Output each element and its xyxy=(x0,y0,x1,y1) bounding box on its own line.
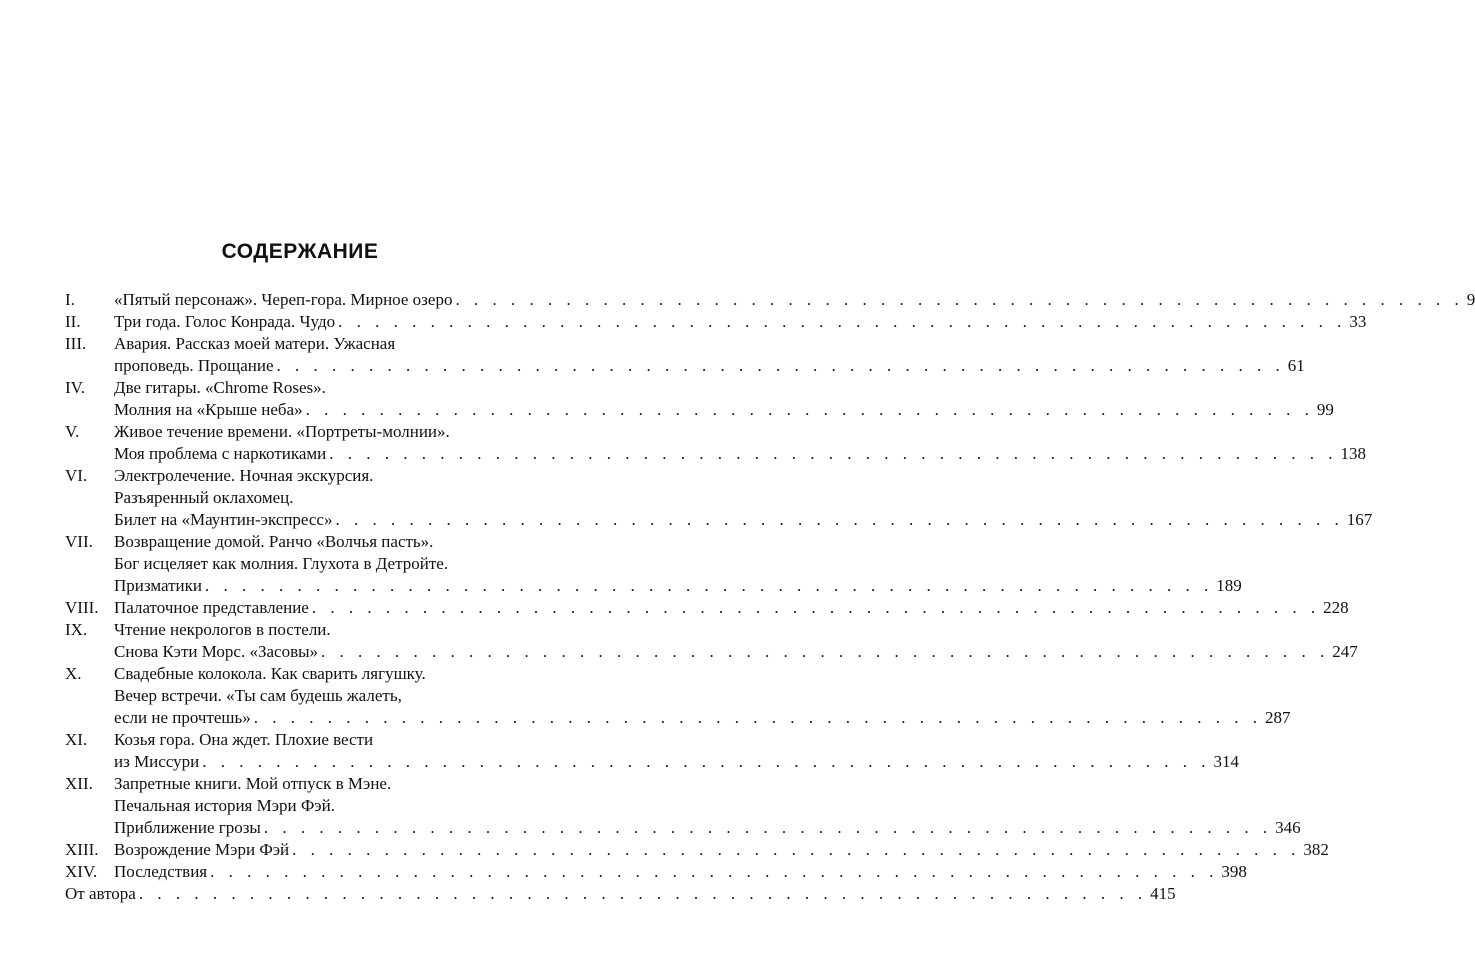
chapter-title-leader xyxy=(114,751,1239,773)
chapter-title-line: Электролечение. Ночная экскурсия. xyxy=(114,466,374,485)
toc-entry-line xyxy=(65,333,512,355)
chapter-number: VI. xyxy=(65,466,88,485)
chapter-title: Возрождение Мэри Фэй xyxy=(114,840,290,859)
chapter-title-line: Печальная история Мэри Фэй. xyxy=(114,796,335,815)
toc-entry xyxy=(65,751,1239,773)
dot-leader: . . . . . . . . . . . . . . . . . . . . . . . . . . . . . . . . . . . . . . . . . . . . . . . . . . . . . . . xyxy=(204,576,1214,595)
chapter-title-leader xyxy=(114,355,1305,377)
toc-entry-line xyxy=(65,553,512,575)
toc-entry-author xyxy=(65,883,1176,905)
toc-entry xyxy=(65,399,1334,421)
chapter-title: Молния на «Крыше неба» xyxy=(114,400,303,419)
dot-leader: . . . . . . . . . . . . . . . . . . . . . . . . . . . . . . . . . . . . . . . . . . . . . . . . . . . . . . . xyxy=(138,884,1148,903)
dot-leader: . . . . . . . . . . . . . . . . . . . . . . . . . . . . . . . . . . . . . . . . . . . . . . . . . . . . . . . xyxy=(455,290,1464,309)
chapter-title-line: Две гитары. «Chrome Roses». xyxy=(114,378,326,397)
page-number: 382 xyxy=(1303,840,1329,859)
toc-entry xyxy=(65,707,1291,729)
author-title: От автора xyxy=(65,884,136,903)
chapter-title: Снова Кэти Морс. «Засовы» xyxy=(114,642,319,661)
page-number: 99 xyxy=(1316,400,1334,419)
page-number: 33 xyxy=(1349,312,1367,331)
chapter-title-line: Свадебные колокола. Как сварить лягушку. xyxy=(114,664,426,683)
toc-entry xyxy=(65,817,1301,839)
toc-entry xyxy=(65,641,1358,663)
chapter-number: V. xyxy=(65,422,80,441)
toc-entry xyxy=(65,839,1329,861)
dot-leader: . . . . . . . . . . . . . . . . . . . . . . . . . . . . . . . . . . . . . . . . . . . . . . . . . . . . . . . xyxy=(311,598,1321,617)
table-of-contents xyxy=(65,289,1475,905)
toc-entry-line xyxy=(65,795,512,817)
toc-entry-line xyxy=(65,619,512,641)
chapter-title: проповедь. Прощание xyxy=(114,356,274,375)
chapter-number: IV. xyxy=(65,378,85,397)
toc-entry-line xyxy=(65,421,512,443)
chapter-number: XIII. xyxy=(65,840,99,859)
chapter-number: I. xyxy=(65,290,75,309)
chapter-number: X. xyxy=(65,664,82,683)
toc-entry-line xyxy=(65,773,512,795)
chapter-title-leader xyxy=(114,861,1247,883)
chapter-title: Палаточное представление xyxy=(114,598,309,617)
chapter-number: II. xyxy=(65,312,81,331)
page-number: 138 xyxy=(1340,444,1367,463)
page-number: 189 xyxy=(1216,576,1242,595)
chapter-title-line: Вечер встречи. «Ты сам будешь жалеть, xyxy=(114,686,402,705)
page-number: 314 xyxy=(1213,752,1239,771)
toc-entry-line xyxy=(65,465,512,487)
toc-entry-line xyxy=(65,377,512,399)
page-title: СОДЕРЖАНИЕ xyxy=(221,240,379,263)
dot-leader: . . . . . . . . . . . . . . . . . . . . . . . . . . . . . . . . . . . . . . . . . . . . . . . . . . . . . . . xyxy=(263,818,1273,837)
toc-entry xyxy=(65,861,1247,883)
dot-leader: . . . . . . . . . . . . . . . . . . . . . . . . . . . . . . . . . . . . . . . . . . . . . . . . . . . . . . . xyxy=(305,400,1314,419)
chapter-title: если не прочтешь» xyxy=(114,708,251,727)
chapter-title: Последствия xyxy=(114,862,208,881)
toc-entry xyxy=(65,289,1475,311)
dot-leader: . . . . . . . . . . . . . . . . . . . . . . . . . . . . . . . . . . . . . . . . . . . . . . . . . . . . . . . xyxy=(292,840,1301,859)
chapter-number: III. xyxy=(65,334,87,353)
chapter-title-line: Запретные книги. Мой отпуск в Мэне. xyxy=(114,774,392,793)
chapter-title: из Миссури xyxy=(114,752,200,771)
toc-entry-line xyxy=(65,729,512,751)
toc-entry xyxy=(65,509,1373,531)
chapter-title-line: Козья гора. Она ждет. Плохие вести xyxy=(114,730,374,749)
chapter-title-line: Чтение некрологов в постели. xyxy=(114,620,331,639)
chapter-title-line: Живое течение времени. «Портреты-молнии». xyxy=(114,422,450,441)
chapter-title-line: Возвращение домой. Ранчо «Волчья пасть». xyxy=(114,532,434,551)
author-leader xyxy=(65,883,1176,905)
toc-entry-line xyxy=(65,685,512,707)
dot-leader: . . . . . . . . . . . . . . . . . . . . . . . . . . . . . . . . . . . . . . . . . . . . . . . . . . . . . . . xyxy=(276,356,1285,375)
toc-entry-line xyxy=(65,487,512,509)
chapter-title: Три года. Голос Конрада. Чудо xyxy=(114,312,336,331)
dot-leader: . . . . . . . . . . . . . . . . . . . . . . . . . . . . . . . . . . . . . . . . . . . . . . . . . . . . . . . xyxy=(210,862,1219,881)
chapter-number: XII. xyxy=(65,774,93,793)
chapter-title: Призматики xyxy=(114,576,202,595)
page-number: 346 xyxy=(1275,818,1301,837)
page-number: 228 xyxy=(1323,598,1349,617)
toc-entry xyxy=(65,597,1349,619)
toc-entry xyxy=(65,311,1367,333)
chapter-title-leader xyxy=(114,817,1301,839)
chapter-title-leader xyxy=(114,707,1291,729)
dot-leader: . . . . . . . . . . . . . . . . . . . . . . . . . . . . . . . . . . . . . . . . . . . . . . . . . . . . . . . xyxy=(329,444,1338,463)
chapter-title-line: Бог исцеляет как молния. Глухота в Детройте. xyxy=(114,554,449,573)
chapter-title-leader xyxy=(114,311,1367,333)
chapter-number: XIV. xyxy=(65,862,98,881)
toc-entry xyxy=(65,575,1242,597)
chapter-title-leader xyxy=(114,597,1349,619)
chapter-title-line: Разъяренный оклахомец. xyxy=(114,488,294,507)
page-number: 61 xyxy=(1287,356,1305,375)
chapter-number: IX. xyxy=(65,620,88,639)
page-number: 415 xyxy=(1150,884,1176,903)
chapter-title-leader xyxy=(114,839,1329,861)
toc-entry xyxy=(65,355,1305,377)
chapter-title-leader xyxy=(114,575,1242,597)
chapter-title-leader xyxy=(114,443,1367,465)
toc-entry-line xyxy=(65,531,512,553)
chapter-title-leader xyxy=(114,509,1373,531)
chapter-title: Моя проблема с наркотиками xyxy=(114,444,327,463)
dot-leader: . . . . . . . . . . . . . . . . . . . . . . . . . . . . . . . . . . . . . . . . . . . . . . . . . . . . . . . xyxy=(338,312,1347,331)
chapter-title-line: Авария. Рассказ моей матери. Ужасная xyxy=(114,334,396,353)
chapter-number: VII. xyxy=(65,532,93,551)
chapter-title-leader xyxy=(114,399,1334,421)
chapter-title-leader xyxy=(114,641,1358,663)
dot-leader: . . . . . . . . . . . . . . . . . . . . . . . . . . . . . . . . . . . . . . . . . . . . . . . . . . . . . . . xyxy=(321,642,1330,661)
chapter-number: XI. xyxy=(65,730,88,749)
page-number: 287 xyxy=(1265,708,1291,727)
page-number: 398 xyxy=(1221,862,1247,881)
page-number: 9 xyxy=(1466,290,1475,309)
toc-entry xyxy=(65,443,1367,465)
dot-leader: . . . . . . . . . . . . . . . . . . . . . . . . . . . . . . . . . . . . . . . . . . . . . . . . . . . . . . . xyxy=(253,708,1263,727)
chapter-title-leader xyxy=(114,289,1475,311)
chapter-number: VIII. xyxy=(65,598,99,617)
chapter-title: «Пятый персонаж». Череп-гора. Мирное озеро xyxy=(114,290,453,309)
chapter-title: Билет на «Маунтин-экспресс» xyxy=(114,510,333,529)
toc-entry-line xyxy=(65,663,512,685)
dot-leader: . . . . . . . . . . . . . . . . . . . . . . . . . . . . . . . . . . . . . . . . . . . . . . . . . . . . . . . xyxy=(202,752,1211,771)
page-number: 167 xyxy=(1346,510,1373,529)
page-number: 247 xyxy=(1332,642,1358,661)
dot-leader: . . . . . . . . . . . . . . . . . . . . . . . . . . . . . . . . . . . . . . . . . . . . . . . . . . . . . . . xyxy=(335,510,1344,529)
chapter-title: Приближение грозы xyxy=(114,818,261,837)
